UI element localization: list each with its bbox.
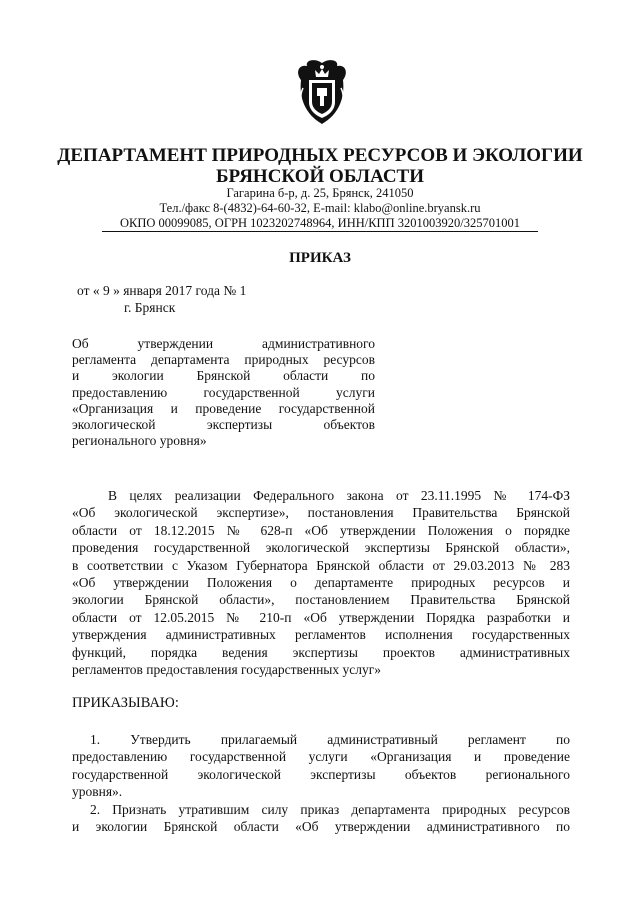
document-title: ПРИКАЗ bbox=[289, 250, 351, 266]
subject-line: регламента департамента природных ресурсов bbox=[72, 352, 375, 368]
item-line: 2. Признать утратившим силу приказ департамента природных ресурсов bbox=[90, 801, 570, 817]
body-line: утверждения административных регламентов исполнения государственных bbox=[72, 627, 570, 643]
body-line: в соответствии с Указом Губернатора Брянской области от 29.03.2013 № 283 bbox=[72, 557, 570, 573]
body-line: области от 18.12.2015 № 628-п «Об утверждении Положения о порядке bbox=[72, 522, 570, 538]
department-phone-email: Тел./факс 8-(4832)-64-60-32, E-mail: klabo@online.bryansk.ru bbox=[159, 201, 481, 215]
subject-line: Об утверждении административного bbox=[72, 336, 375, 351]
body-line: области от 12.05.2015 № 210-п «Об утверждении Порядка разработки и bbox=[72, 609, 570, 625]
coat-of-arms-emblem bbox=[293, 58, 351, 126]
item-line: государственной экологической экспертизы объектов регионального bbox=[72, 766, 570, 782]
subject-line: регионального уровня» bbox=[72, 433, 207, 449]
body-line: «Об утверждении Положения о департаменте природных ресурсов и bbox=[72, 574, 570, 590]
item-line: уровня». bbox=[72, 784, 123, 800]
item-line: предоставлению государственной услуги «Организация и проведение bbox=[72, 749, 570, 765]
body-line: проведения государственной экологической экспертизы Брянской области», bbox=[72, 540, 570, 556]
orders-heading: ПРИКАЗЫВАЮ: bbox=[72, 695, 179, 711]
body-line: В целях реализации Федерального закона от 23.11.1995 № 174-ФЗ bbox=[108, 488, 570, 503]
subject-line: экологической экспертизы объектов bbox=[72, 416, 375, 432]
order-date-number: от « 9 » января 2017 года № 1 bbox=[77, 283, 247, 298]
department-name-line1: ДЕПАРТАМЕНТ ПРИРОДНЫХ РЕСУРСОВ И ЭКОЛОГИИ bbox=[57, 145, 583, 166]
order-subject bbox=[72, 336, 375, 449]
body-line: «Об экологической экспертизе», постановления Правительства Брянской bbox=[72, 505, 570, 521]
order-items bbox=[72, 731, 570, 835]
department-address: Гагарина б-р, д. 25, Брянск, 241050 bbox=[226, 186, 414, 200]
body-line: функций, порядка ведения экспертизы проектов административных bbox=[72, 644, 570, 660]
department-registration-codes: ОКПО 00099085, ОГРН 1023202748964, ИНН/КПП 3201003920/325701001 bbox=[102, 216, 538, 232]
item-line: 1. Утвердить прилагаемый административный регламент по bbox=[90, 732, 570, 747]
preamble-paragraph bbox=[72, 487, 570, 678]
order-city: г. Брянск bbox=[124, 300, 176, 315]
subject-line: и экологии Брянской области по bbox=[72, 368, 375, 384]
body-line: регламентов предоставления государственных услуг» bbox=[72, 661, 382, 677]
subject-line: предоставлению государственной услуги bbox=[72, 384, 375, 400]
department-name-line2: БРЯНСКОЙ ОБЛАСТИ bbox=[215, 166, 425, 187]
body-line: экологии Брянской области», постановлением Правительства Брянской bbox=[72, 592, 570, 608]
item-line: и экологии Брянской области «Об утверждении административного по bbox=[72, 818, 570, 834]
subject-line: «Организация и проведение государственной bbox=[72, 400, 375, 416]
